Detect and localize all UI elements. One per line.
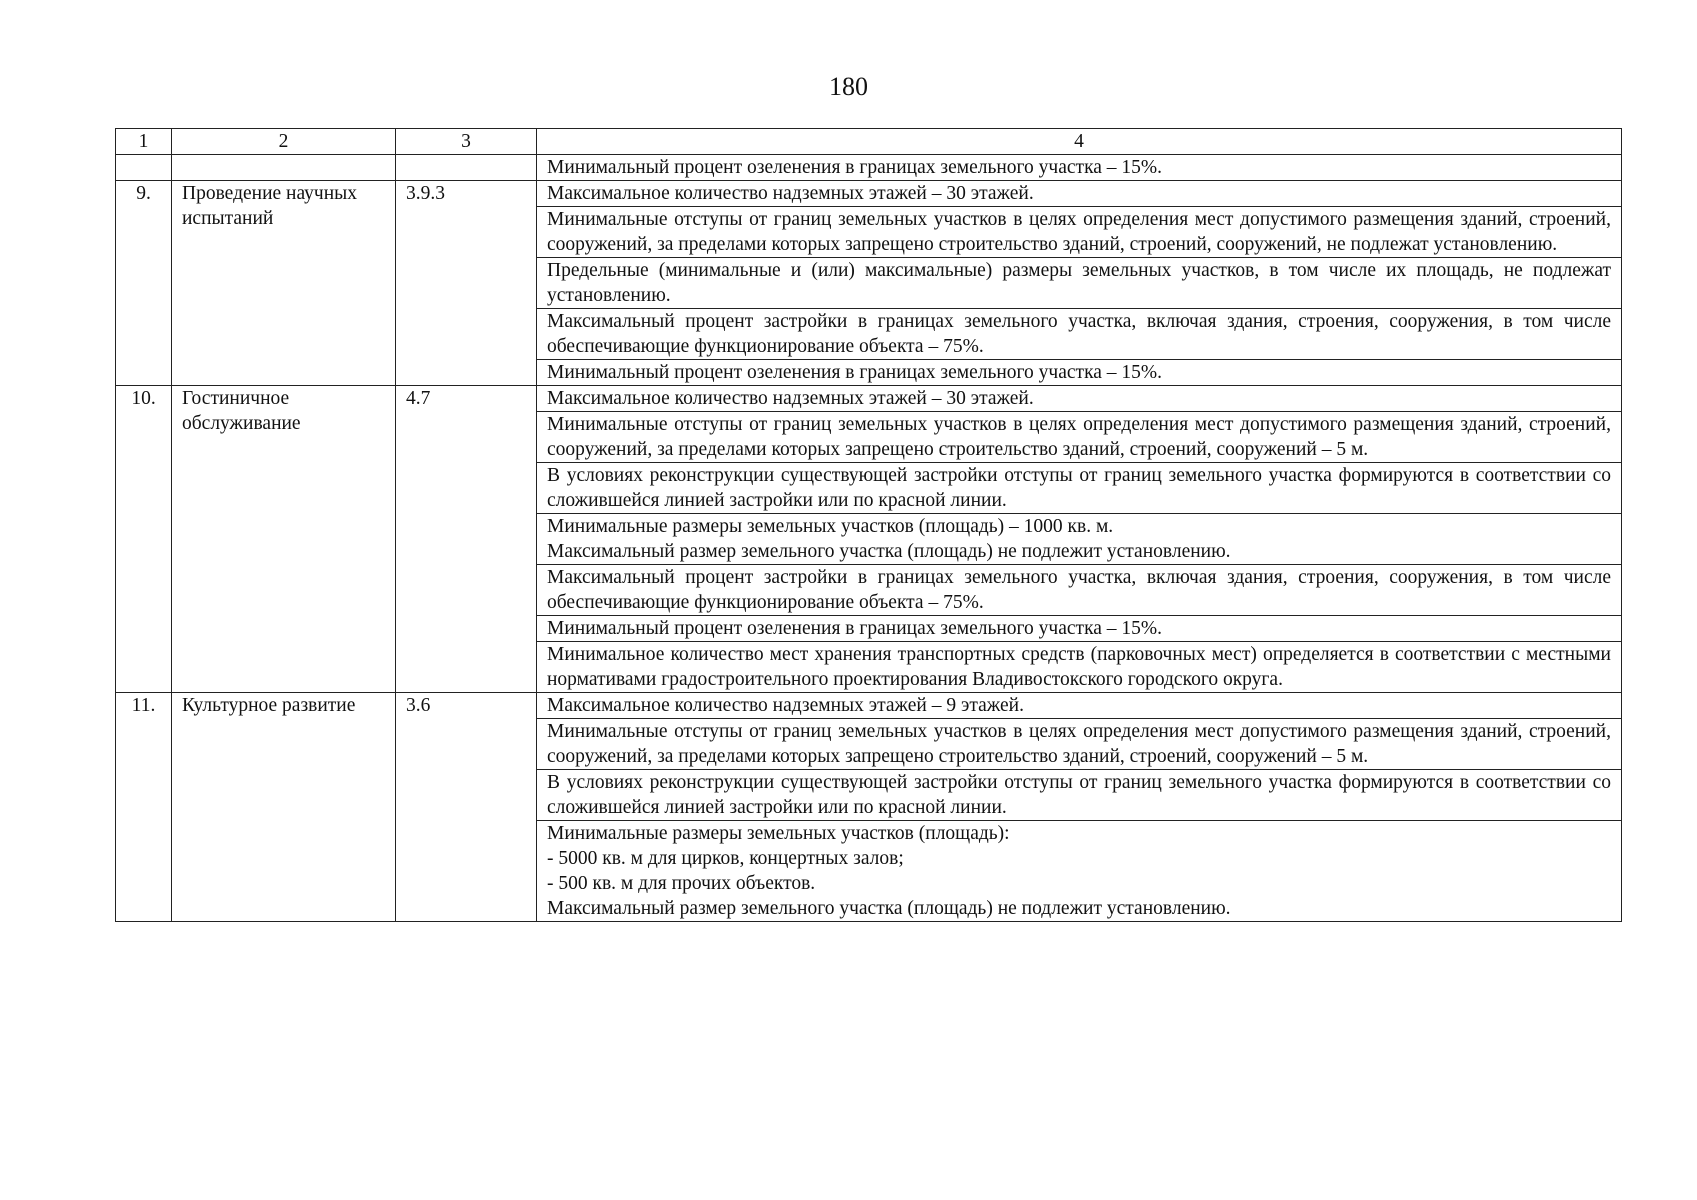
- parameter-cell: [537, 719, 1622, 770]
- parameter-cell: [537, 412, 1622, 463]
- table-row: [116, 693, 1622, 719]
- parameter-text: Максимальный процент застройки в границах земельного участка, включая здания, строения, сооружения, в том числе обеспечивающие функционирование объекта – 75%.: [547, 567, 1611, 613]
- parameter-text: - 5000 кв. м для цирков, концертных залов;: [547, 848, 904, 869]
- parameter-cell: [537, 360, 1622, 386]
- parameter-cell: [537, 821, 1622, 922]
- parameter-text: Максимальное количество надземных этажей – 9 этажей.: [547, 695, 1024, 716]
- parameter-cell: [537, 386, 1622, 412]
- use-type-name-cell: Гостиничное обслуживание: [172, 386, 396, 693]
- parameter-cell: [537, 309, 1622, 360]
- parameter-cell: [537, 514, 1622, 565]
- parameter-cell: [537, 207, 1622, 258]
- parameter-text: Минимальные отступы от границ земельных участков в целях определения мест допустимого размещения зданий, строений, сооружений, за пределами которых запрещено строительство зданий, строений, сооружений – 5 м.: [547, 414, 1611, 460]
- parameter-text: Минимальное количество мест хранения транспортных средств (парковочных мест) определяется в соответствии с местными нормативами градостроительного проектирования Владивостокского городского округа.: [547, 644, 1611, 690]
- use-type-code-cell: 3.6: [396, 693, 537, 922]
- regulations-table: [115, 128, 1622, 922]
- parameter-cell: [537, 770, 1622, 821]
- parameter-text: Минимальные отступы от границ земельных участков в целях определения мест допустимого размещения зданий, строений, сооружений, за пределами которых запрещено строительство зданий, строений, сооружений – 5 м.: [547, 721, 1611, 767]
- use-type-code-cell: 3.9.3: [396, 181, 537, 386]
- parameter-text: Минимальные размеры земельных участков (площадь):: [547, 823, 1010, 844]
- table-row: [116, 155, 1622, 181]
- table-header-row: [116, 129, 1622, 155]
- header-cell-4: 4: [537, 129, 1622, 155]
- parameter-text: Минимальные отступы от границ земельных участков в целях определения мест допустимого размещения зданий, строений, сооружений, за пределами которых запрещено строительство зданий, строений, сооружений, не подлежат установлению.: [547, 209, 1611, 255]
- parameter-text: В условиях реконструкции существующей застройки отступы от границ земельного участка формируются в соответствии со сложившейся линией застройки или по красной линии.: [547, 772, 1611, 818]
- parameter-text: Максимальный размер земельного участка (площадь) не подлежит установлению.: [547, 541, 1231, 562]
- use-type-name-cell: [172, 155, 396, 181]
- use-type-code-cell: [396, 155, 537, 181]
- parameter-text: Минимальный процент озеленения в границах земельного участка – 15%.: [547, 157, 1163, 178]
- row-number-cell: 11.: [116, 693, 172, 922]
- parameter-text: Минимальный процент озеленения в границах земельного участка – 15%.: [547, 618, 1163, 639]
- parameter-cell: [537, 616, 1622, 642]
- row-number-cell: [116, 155, 172, 181]
- parameter-text: Максимальное количество надземных этажей – 30 этажей.: [547, 388, 1034, 409]
- parameter-text: Максимальный размер земельного участка (площадь) не подлежит установлению.: [547, 898, 1231, 919]
- use-type-name-cell: Культурное развитие: [172, 693, 396, 922]
- page-number: 180: [829, 72, 868, 101]
- parameter-cell: [537, 693, 1622, 719]
- parameter-text: Минимальные размеры земельных участков (площадь) – 1000 кв. м.: [547, 516, 1114, 537]
- use-type-name-cell: Проведение научных испытаний: [172, 181, 396, 386]
- use-type-code-cell: 4.7: [396, 386, 537, 693]
- parameter-text: Предельные (минимальные и (или) максимальные) размеры земельных участков, в том числе их площадь, не подлежат установлению.: [547, 260, 1611, 306]
- table-row: [116, 181, 1622, 207]
- parameter-text: Максимальное количество надземных этажей – 30 этажей.: [547, 183, 1034, 204]
- parameter-cell: [537, 642, 1622, 693]
- header-cell-1: 1: [116, 129, 172, 155]
- header-cell-3: 3: [396, 129, 537, 155]
- parameter-cell: [537, 155, 1622, 181]
- parameter-text: Максимальный процент застройки в границах земельного участка, включая здания, строения, сооружения, в том числе обеспечивающие функционирование объекта – 75%.: [547, 311, 1611, 357]
- table-row: [116, 386, 1622, 412]
- parameter-cell: [537, 463, 1622, 514]
- parameter-text: - 500 кв. м для прочих объектов.: [547, 873, 816, 894]
- row-number-cell: 9.: [116, 181, 172, 386]
- row-number-cell: 10.: [116, 386, 172, 693]
- header-cell-2: 2: [172, 129, 396, 155]
- parameter-text: Минимальный процент озеленения в границах земельного участка – 15%.: [547, 362, 1163, 383]
- parameter-cell: [537, 565, 1622, 616]
- parameter-cell: [537, 258, 1622, 309]
- parameter-text: В условиях реконструкции существующей застройки отступы от границ земельного участка формируются в соответствии со сложившейся линией застройки или по красной линии.: [547, 465, 1611, 511]
- parameter-cell: [537, 181, 1622, 207]
